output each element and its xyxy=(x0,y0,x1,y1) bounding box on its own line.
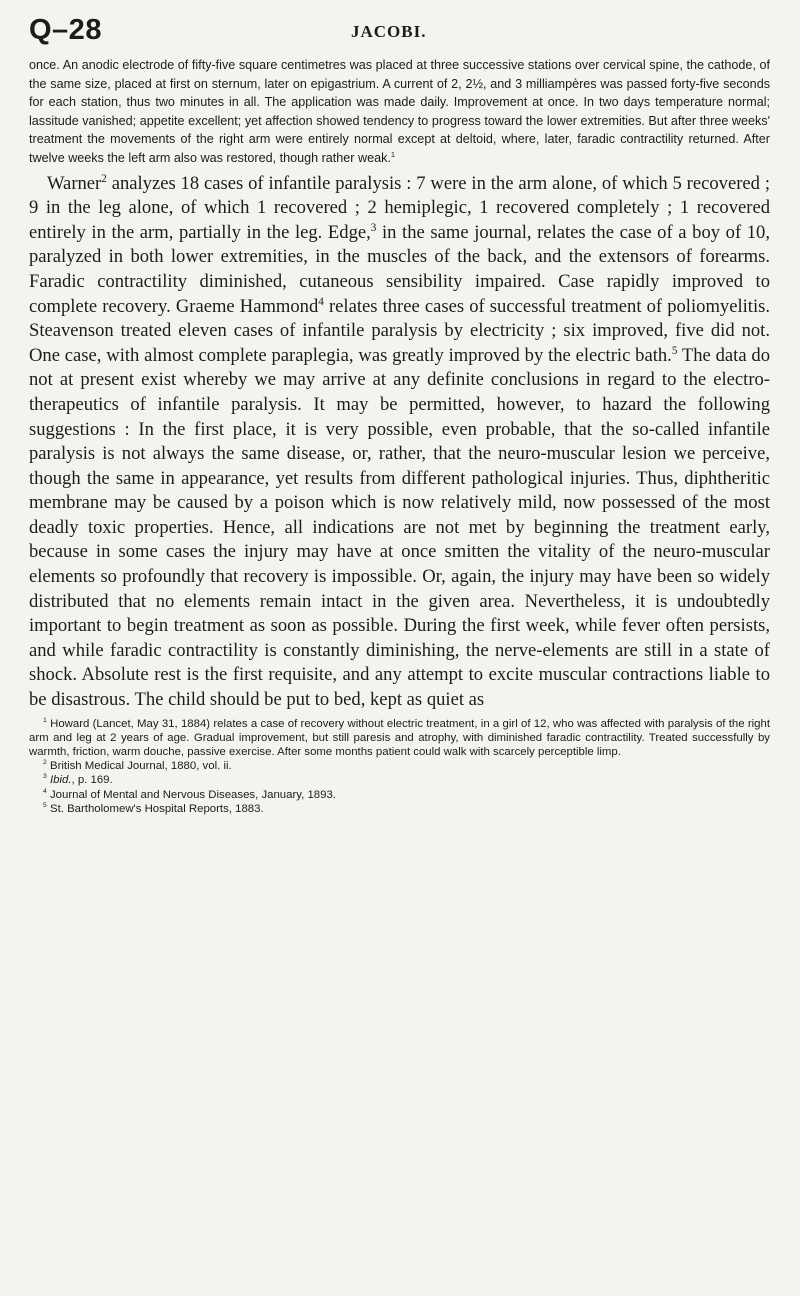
footnote-2-text: British Medical Journal, 1880, vol. ii. xyxy=(46,760,232,773)
footnote-3-marker: 3 xyxy=(43,773,47,781)
book-page xyxy=(29,14,770,816)
footnote-4-marker: 4 xyxy=(43,787,47,795)
footnote-5-text: St. Bartholomew's Hospital Reports, 1883. xyxy=(46,802,264,815)
footnote-3-ibid: Ibid. xyxy=(49,774,72,787)
body-text-1: Warner xyxy=(47,172,102,194)
body-text-5: The data do not at present exist whereby we may arrive at any definite conclusions in regard to the electro-therapeutics of infantile paralysis. It may be permitted, however, to hazard the following suggestions : In the first place, it is very possible, even probable, that the so-called infantile paralysis is not always the same disease, or, rather, that the neuro-muscular lesion we perceive, though the same in appearance, yet results from different pathological injuries. Thus, diphtheritic membrane may be caused by a poison which is now relatively mild, now possessed of the most deadly toxic properties. Hence, all indications are not met by beginning the treatment early, because in some cases the injury may have at once smitten the vitality of the neuro-muscular elements so profoundly that recovery is impossible. Or, again, the injury may have been so widely distributed that no elements remain intact in the given area. Nevertheless, it is undoubtedly important to begin treatment as soon as possible. During the first week, while fever often persists, and while faradic contractility is constantly diminishing, the nerve-elements are still in a state of shock. Absolute rest is the first requisite, and any attempt to excite muscular contractions liable to be disastrous. The child should be put to bed, kept as quiet as xyxy=(29,344,770,711)
footnote-ref-4: 4 xyxy=(318,295,324,308)
running-head: JACOBI. xyxy=(351,22,427,41)
footnote-5-marker: 5 xyxy=(43,802,47,810)
body-paragraph xyxy=(29,172,770,713)
footnote-ref-3: 3 xyxy=(370,221,377,234)
footnote-1-marker: 1 xyxy=(43,716,47,724)
footnote-1 xyxy=(29,717,770,760)
footnote-2 xyxy=(29,759,770,773)
footnote-3-text: , p. 169. xyxy=(71,774,113,787)
footnote-1-text: Howard (Lancet, May 31, 1884) relates a case of recovery without electric treatment, in a girl of 12, who was affected with paralysis of the right arm and leg at 2 years of age. Gradual improvement, but still paresis and atrophy, with diminished faradic contractility. Treated successfully by warmth, friction, warm douche, passive exercise. After some months patient could walk with scarcely perceptible limp. xyxy=(29,717,770,759)
case-report-text: once. An anodic electrode of fifty-five square centimetres was placed at three successive stations over cervical spine, the cathode, of the same size, placed at first on sternum, later on epigastrium. A current of 2, 2½, and 3 milliampères was passed forty-five seconds for each station, thus two minutes in all. The application was made daily. Improvement at once. In two days temperature normal; lassitude vanished; appetite excellent; yet affection showed tendency to progress toward the lower extremities. But after three weeks' treatment the movements of the right arm were entirely normal except at deltoid, where, later, faradic contractility returned. After twelve weeks the left arm also was restored, though rather weak. xyxy=(29,58,770,165)
body-text-4: relates three cases of successful treatment of poliomyelitis. Steavenson treated eleven cases of infantile paralysis by electricity ; six improved, five did not. One case, with almost complete paraplegia, was greatly improved by the electric bath. xyxy=(29,295,771,366)
footnote-ref-5: 5 xyxy=(671,344,678,357)
footnote-4-text: Journal of Mental and Nervous Diseases, January, 1893. xyxy=(46,788,336,801)
footnote-2-marker: 2 xyxy=(43,759,47,767)
footnote-3 xyxy=(29,773,770,787)
case-report-paragraph xyxy=(29,56,770,168)
page-header xyxy=(29,14,770,54)
footnote-ref-1: 1 xyxy=(390,149,396,159)
body-text-3: in the same journal, relates the case of a boy of 10, paralyzed in both lower extremities, in the muscles of the back, and the extensors of forearms. Faradic contractility diminished, cutaneous sensibility impaired. Case rapidly improved to complete recovery. Graeme Hammond xyxy=(29,221,770,317)
footnote-ref-2: 2 xyxy=(101,172,107,185)
footnotes xyxy=(29,717,770,816)
footnote-4 xyxy=(29,788,770,802)
footnote-5 xyxy=(29,802,770,816)
body-text-2: analyzes 18 cases of infantile paralysis : 7 were in the arm alone, of which 5 recovered ; 9 in the leg alone, of which 1 recovered ; 2 hemiplegic, 1 recovered completely ; 1 recovered entirely in the arm, partially in the leg. Edge, xyxy=(29,172,770,243)
page-number: Q–28 xyxy=(29,14,102,46)
